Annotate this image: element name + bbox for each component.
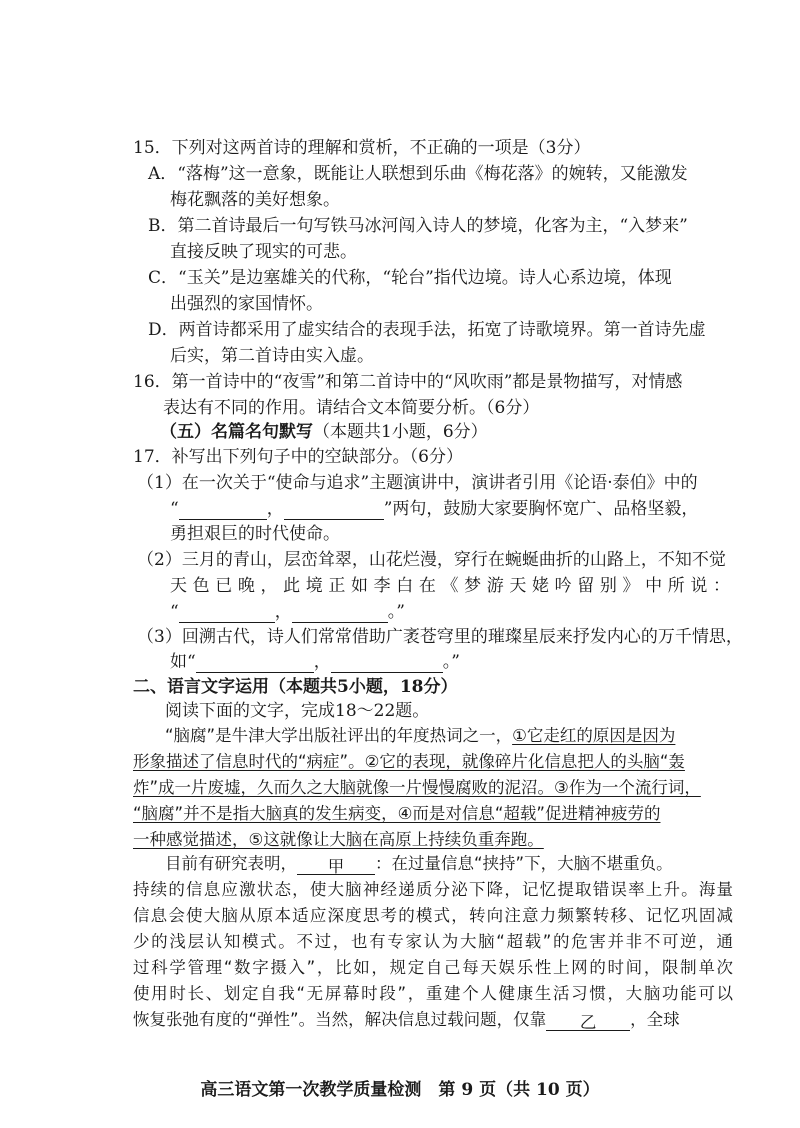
part2-heading [133,676,458,698]
q17-part2: （2）三月的青山，层峦耸翠，山花烂漫，穿行在蜿蜒曲折的山路上，不知不觉 [137,550,726,570]
blank-6[interactable] [331,654,443,673]
blank-1[interactable] [179,501,267,520]
passage2-line7: 恢复张弛有度的“弹性”。当然，解决信息过载问题，仅靠 乙 ，全球 [133,1010,680,1032]
q15-stem: 15．下列对这两首诗的理解和赏析，不正确的一项是（3分） [133,138,591,158]
part2-instruction: 阅读下面的文字，完成18～22题。 [165,701,430,721]
blank-4[interactable] [292,604,388,623]
passage1-line4: “脑腐”并不是指大脑真的发生病变，④而是对信息“超载”促进精神疲劳的 [133,804,661,823]
q17-part2-blanks: “ ， 。” [170,602,405,622]
section-5-heading [160,421,488,443]
part2-note: （本题共5小题，18分） [269,677,458,697]
q17-part1-cont: 勇担艰巨的时代使命。 [170,524,340,544]
passage1-line5: 一种感觉描述，⑤这就像让大脑在高原上持续负重奔跑。 [133,830,544,849]
passage1-line2: 形象描述了信息时代的“病症”。②它的表现，就像碎片化信息把人的头脑“轰 [133,752,685,771]
q16-stem: 16．第一首诗中的“夜雪”和第二首诗中的“风吹雨”都是景物描写，对情感 [133,372,683,392]
passage2-line2: 持续的信息应激状态，使大脑神经递质分泌下降，记忆提取错误率上升。海量 [133,880,733,899]
blank-jia[interactable]: 甲 [297,856,375,875]
q15-option-d: D．两首诗都采用了虚实结合的表现手法，拓宽了诗歌境界。第一首诗先虚 [148,320,706,340]
q17-part1: （1）在一次关于“使命与追求”主题演讲中，演讲者引用《论语·泰伯》中的 [137,473,698,493]
passage2-line3: 信息会使大脑从原本适应深度思考的模式，转向注意力频繁转移、记忆巩固减 [133,906,733,925]
q15-option-a-cont: 梅花飘落的美好想象。 [170,190,340,210]
q17-part2-cont: 天色已晚，此境正如李白在《梦游天姥吟留别》中所说： [170,576,730,596]
blank-5[interactable] [196,654,314,673]
passage1-line1: “脑腐”是牛津大学出版社评出的年度热词之一，①它走红的原因是因为 [165,726,676,745]
blank-yi[interactable]: 乙 [546,1012,630,1031]
q15-option-d-cont: 后实，第二首诗由实入虚。 [170,346,374,366]
q17-part3: （3）回溯古代，诗人们常常借助广袤苍穹里的璀璨星辰来抒发内心的万千情思， [137,627,743,647]
q15-option-a: A．“落梅”这一意象，既能让人联想到乐曲《梅花落》的婉转，又能激发 [148,164,688,184]
q17-part1-blanks: “ ， ”两句，鼓励大家要胸怀宽广、品格坚毅， [170,499,699,519]
blank-2[interactable] [284,501,384,520]
section-5-title: （五）名篇名句默写 [160,422,313,442]
q15-option-b-cont: 直接反映了现实的可悲。 [170,242,357,262]
passage2-line1: 目前有研究表明， 甲 ：在过量信息“挟持”下，大脑不堪重负。 [165,854,673,876]
q15-option-b: B．第二首诗最后一句写铁马冰河闯入诗人的梦境，化客为主，“入梦来” [148,216,688,236]
q15-option-c: C．“玉关”是边塞雄关的代称，“轮台”指代边境。诗人心系边境，体现 [148,268,672,288]
q15-option-c-cont: 出强烈的家国情怀。 [170,294,323,314]
blank-3[interactable] [179,604,275,623]
section-5-note: （本题共1小题，6分） [313,422,488,442]
passage1-line3: 炸”成一片废墟，久而久之大脑就像一片慢慢腐败的泥沼。③作为一个流行词， [133,778,701,797]
passage2-line4: 少的浅层认知模式。不过，也有专家认为大脑“超载”的危害并非不可逆，通 [133,932,733,951]
q17-part3-blanks: 如“ ， 。” [170,652,460,672]
page-footer: 高三语文第一次教学质量检测 第 9 页（共 10 页） [200,1080,600,1100]
q17-stem: 17．补写出下列句子中的空缺部分。（6分） [133,447,463,467]
q16-stem-cont: 表达有不同的作用。请结合文本简要分析。（6分） [163,398,540,418]
passage2-line6: 使用时长、划定自我“无屏幕时段”，重建个人健康生活习惯，大脑功能可以 [133,984,733,1003]
passage2-line5: 过科学管理“数字摄入”，比如，规定自己每天娱乐性上网的时间，限制单次 [133,958,733,977]
part2-title: 二、语言文字运用 [133,677,269,697]
